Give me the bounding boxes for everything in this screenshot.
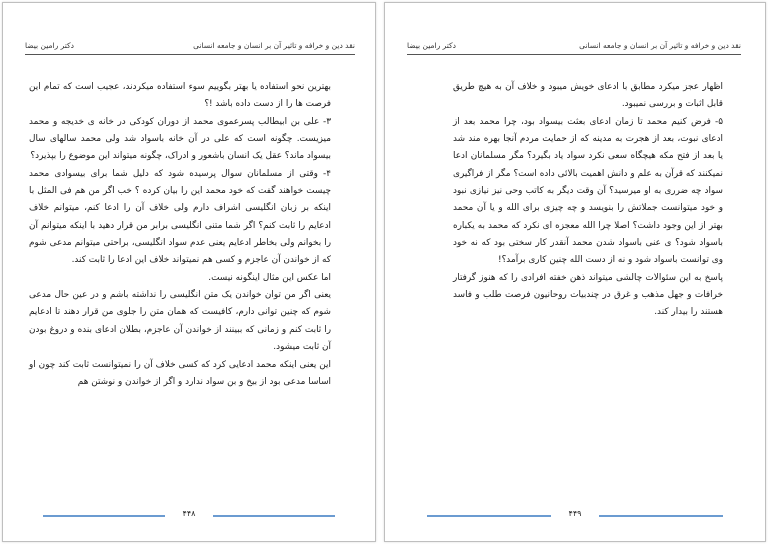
paragraph: این یعنی اینکه محمد ادعایی کرد که کسی خلاف آن را نمیتوانست ثابت کند چون او اساسا مدعی بود از بیخ و بن سواد ندارد و اگر از خواندن و نوشتن هم (29, 359, 331, 387)
page-number: ۴۴۸ (182, 509, 196, 518)
header-divider (407, 54, 741, 55)
paragraph: پاسخ به این سئوالات چالشی میتواند ذهن خفته افرادی را که هنوز گرفتار خرافات و جهل مذهب و غرق در چندبیات روحانیون فرصت طلب و فاسد هستند را بیدار کند. (453, 272, 723, 318)
header-book-title: نقد دین و خرافه و تاثیر آن بر انسان و جامعه انسانی (193, 41, 355, 50)
page-footer (427, 509, 723, 521)
page-body-text (453, 79, 723, 322)
right-page (384, 2, 766, 542)
running-header (407, 41, 741, 55)
paragraph: اما عکس این مثال اینگونه نیست. (208, 272, 331, 283)
page-footer (43, 509, 335, 521)
paragraph: ۵- فرض کنیم محمد تا زمان ادعای بعثت بیسواد بود، چرا محمد بعد از ادعای نبوت، بعد از هجرت به مدینه که از حمایت مردم آنجا بهره مند شد یا بعد از فتح مکه هیچگاه سعی نکرد سواد یاد بگیرد؟ مگر مسلمانان ادعا نمیکنند که قرآن به علم و دانش اهمیت بالائی داده است؟ مگر از فراگیری سواد چه ضرری به او میرسید؟ آن وقت دیگر به کاتب وحی نیز نیازی نبود و خود میتوانست جملاتش را بنویسد و چه چیزی برای الله و یا آن محمد بهتر از این وجود داشت؟ اصلا چرا الله معجزه ای نکرد که محمد به یکباره باسواد شود؟ ی عنی باسواد شدن محمد آنقدر کار سختی بود که نه خود وی توانست باسواد شود و نه از دست الله چنین کاری برآمد؟! (453, 116, 723, 266)
paragraph: یعنی اگر من توان خواندن یک متن انگلیسی را نداشته باشم و در عین حال مدعی شوم که چنین توانی دارم، کافیست که همان متن را جلوی من قرار دهند تا ادعایم را ثابت کنم و زمانی که ببینند از خواندن آن عاجزم، بطلان ادعای بنده و دروغ بودن آن ثابت میشود. (29, 290, 331, 353)
left-page (2, 2, 376, 542)
paragraph: بهترین نحو استفاده یا بهتر بگوییم سوء استفاده میکردند، عجیب است که تمام این فرصت ها را از دست داده باشد !؟ (29, 82, 331, 110)
footer-rule-right (599, 515, 723, 517)
header-divider (25, 54, 355, 55)
page-body-text (29, 79, 331, 391)
footer-rule-right (213, 515, 335, 517)
header-author: دکتر رامین بیضا (407, 41, 456, 50)
page-number: ۴۴۹ (568, 509, 582, 518)
paragraph: ۴- وقتی از مسلمانان سوال پرسیده شود که دلیل شما برای بیسوادی محمد چیست خواهند گفت که خود محمد این را بیان کرده ؟ خب اگر من هم فی المثل با اینکه بر زبان انگلیسی اشراف دارم ولی خلاف آن را ادعا کنم، میتوانم خلاف ادعایم را ثابت کنم؟ اگر شما متنی انگلیسی برابر من قرار دهید با اینکه میتوانم آن را بخوانم ولی بخاطر ادعایم یعنی عدم سواد انگلیسی، براحتی میتوانم مدعی شوم که از خواندن آن عاجزم و کسی هم نمیتواند خلاف این ادعا را ثابت کند. (29, 168, 331, 266)
paragraph: ۳- علی بن ابیطالب پسرعموی محمد از دوران کودکی در خانه ی خدیجه و محمد میزیست. چگونه است که علی در آن خانه باسواد شد ولی محمد سالهای سال بیسواد ماند؟ عقل یک انسان باشعور و ادراک، چگونه میتواند این موضوع را بپذیرد؟ (29, 116, 331, 162)
paragraph: اظهار عجز میکرد مطابق با ادعای خویش میبود و خلاف آن به هیچ طریق قابل اثبات و بررسی نمیبود. (453, 82, 723, 110)
header-book-title: نقد دین و خرافه و تاثیر آن بر انسان و جامعه انسانی (579, 41, 741, 50)
footer-rule-left (427, 515, 551, 517)
footer-rule-left (43, 515, 165, 517)
running-header (25, 41, 355, 55)
header-author: دکتر رامین بیضا (25, 41, 74, 50)
